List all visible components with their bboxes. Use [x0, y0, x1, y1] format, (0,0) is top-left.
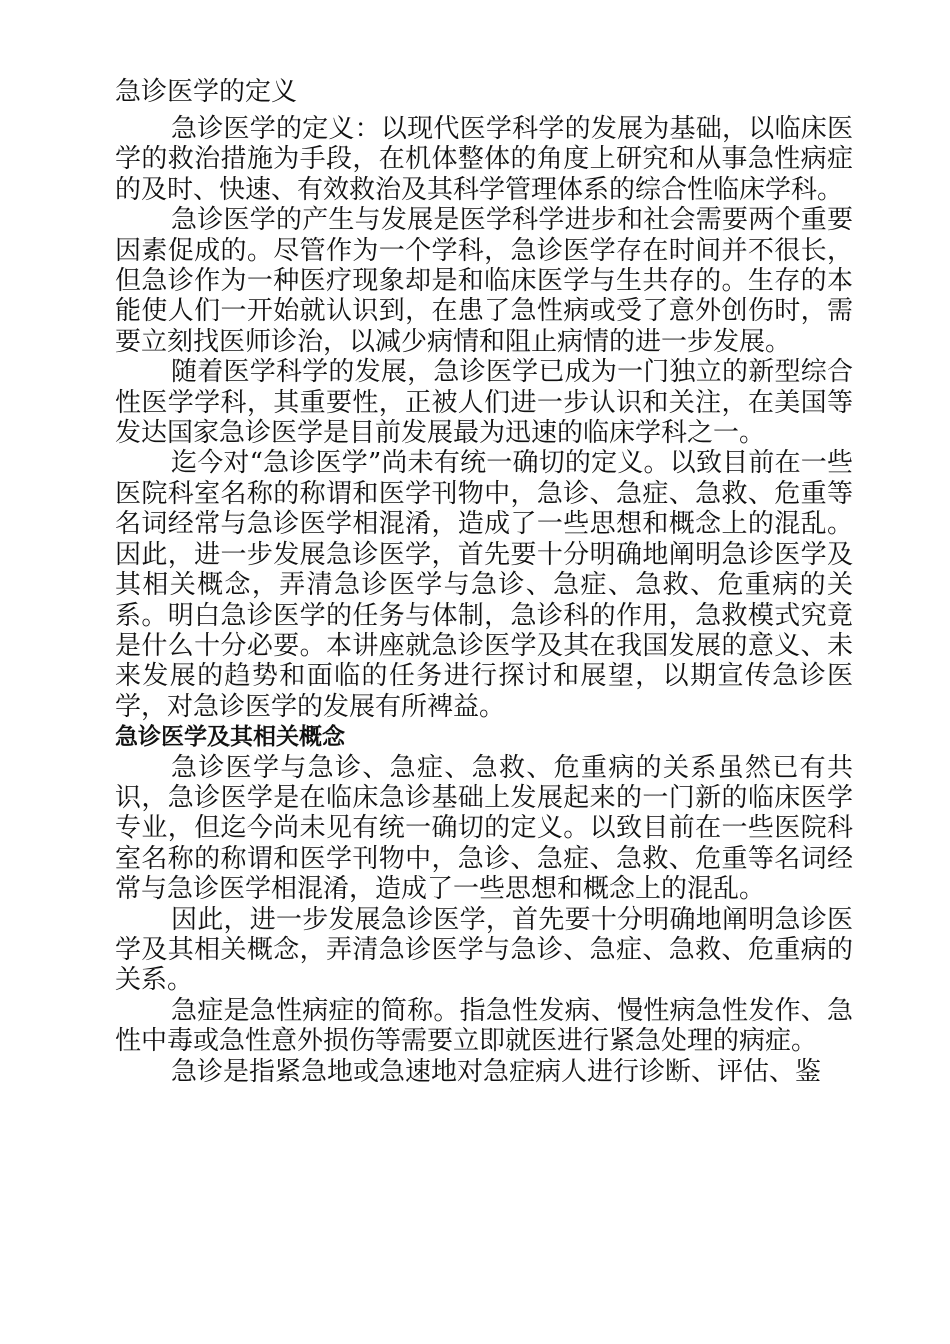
document-page: [115, 72, 853, 1087]
paragraph: 急诊是指紧急地或急速地对急症病人进行诊断、评估、鉴: [171, 1056, 822, 1087]
paragraph: 因此，进一步发展急诊医学，首先要十分明确地阐明急诊医学及其相关概念，弄清急诊医学与急诊、急症、急救、危重病的关系。: [115, 904, 853, 996]
paragraph: 急诊医学的产生与发展是医学科学进步和社会需要两个重要因素促成的。尽管作为一个学科，急诊医学存在时间并不很长，但急诊作为一种医疗现象却是和临床医学与生共存的。生存的本能使人们一开始就认识到，在患了急性病或受了意外创伤时，需要立刻找医师诊治，以减少病情和阻止病情的进一步发展。: [115, 205, 853, 357]
section-heading: 急诊医学及其相关概念: [115, 724, 345, 751]
paragraph: 急诊医学的定义：以现代医学科学的发展为基础，以临床医学的救治措施为手段，在机体整体的角度上研究和从事急性病症的及时、快速、有效救治及其科学管理体系的综合性临床学科。: [115, 114, 853, 205]
paragraph: 迄今对“急诊医学”尚未有统一确切的定义。以致目前在一些医院科室名称的称谓和医学刊物中，急诊、急症、急救、危重等名词经常与急诊医学相混淆，造成了一些思想和概念上的混乱。因此，进一步发展急诊医学，首先要十分明确地阐明急诊医学及其相关概念，弄清急诊医学与急诊、急症、急救、危重病的关系。明白急诊医学的任务与体制，急诊科的作用，急救模式究竟是什么十分必要。本讲座就急诊医学及其在我国发展的意义、未来发展的趋势和面临的任务进行探讨和展望，以期宣传急诊医学，对急诊医学的发展有所裨益。: [115, 448, 853, 722]
document-title: 急诊医学的定义: [115, 77, 298, 107]
paragraph: 急诊医学与急诊、急症、急救、危重病的关系虽然已有共识，急诊医学是在临床急诊基础上发展起来的一门新的临床医学专业，但迄今尚未见有统一确切的定义。以致目前在一些医院科室名称的称谓和医学刊物中，急诊、急症、急救、危重等名词经常与急诊医学相混淆，造成了一些思想和概念上的混乱。: [115, 752, 853, 905]
paragraph: 急症是急性病症的简称。指急性发病、慢性病急性发作、急性中毒或急性意外损伤等需要立即就医进行紧急处理的病症。: [115, 995, 853, 1057]
paragraph: 随着医学科学的发展，急诊医学已成为一门独立的新型综合性医学学科，其重要性，正被人们进一步认识和关注，在美国等发达国家急诊医学是目前发展最为迅速的临床学科之一。: [115, 357, 853, 449]
